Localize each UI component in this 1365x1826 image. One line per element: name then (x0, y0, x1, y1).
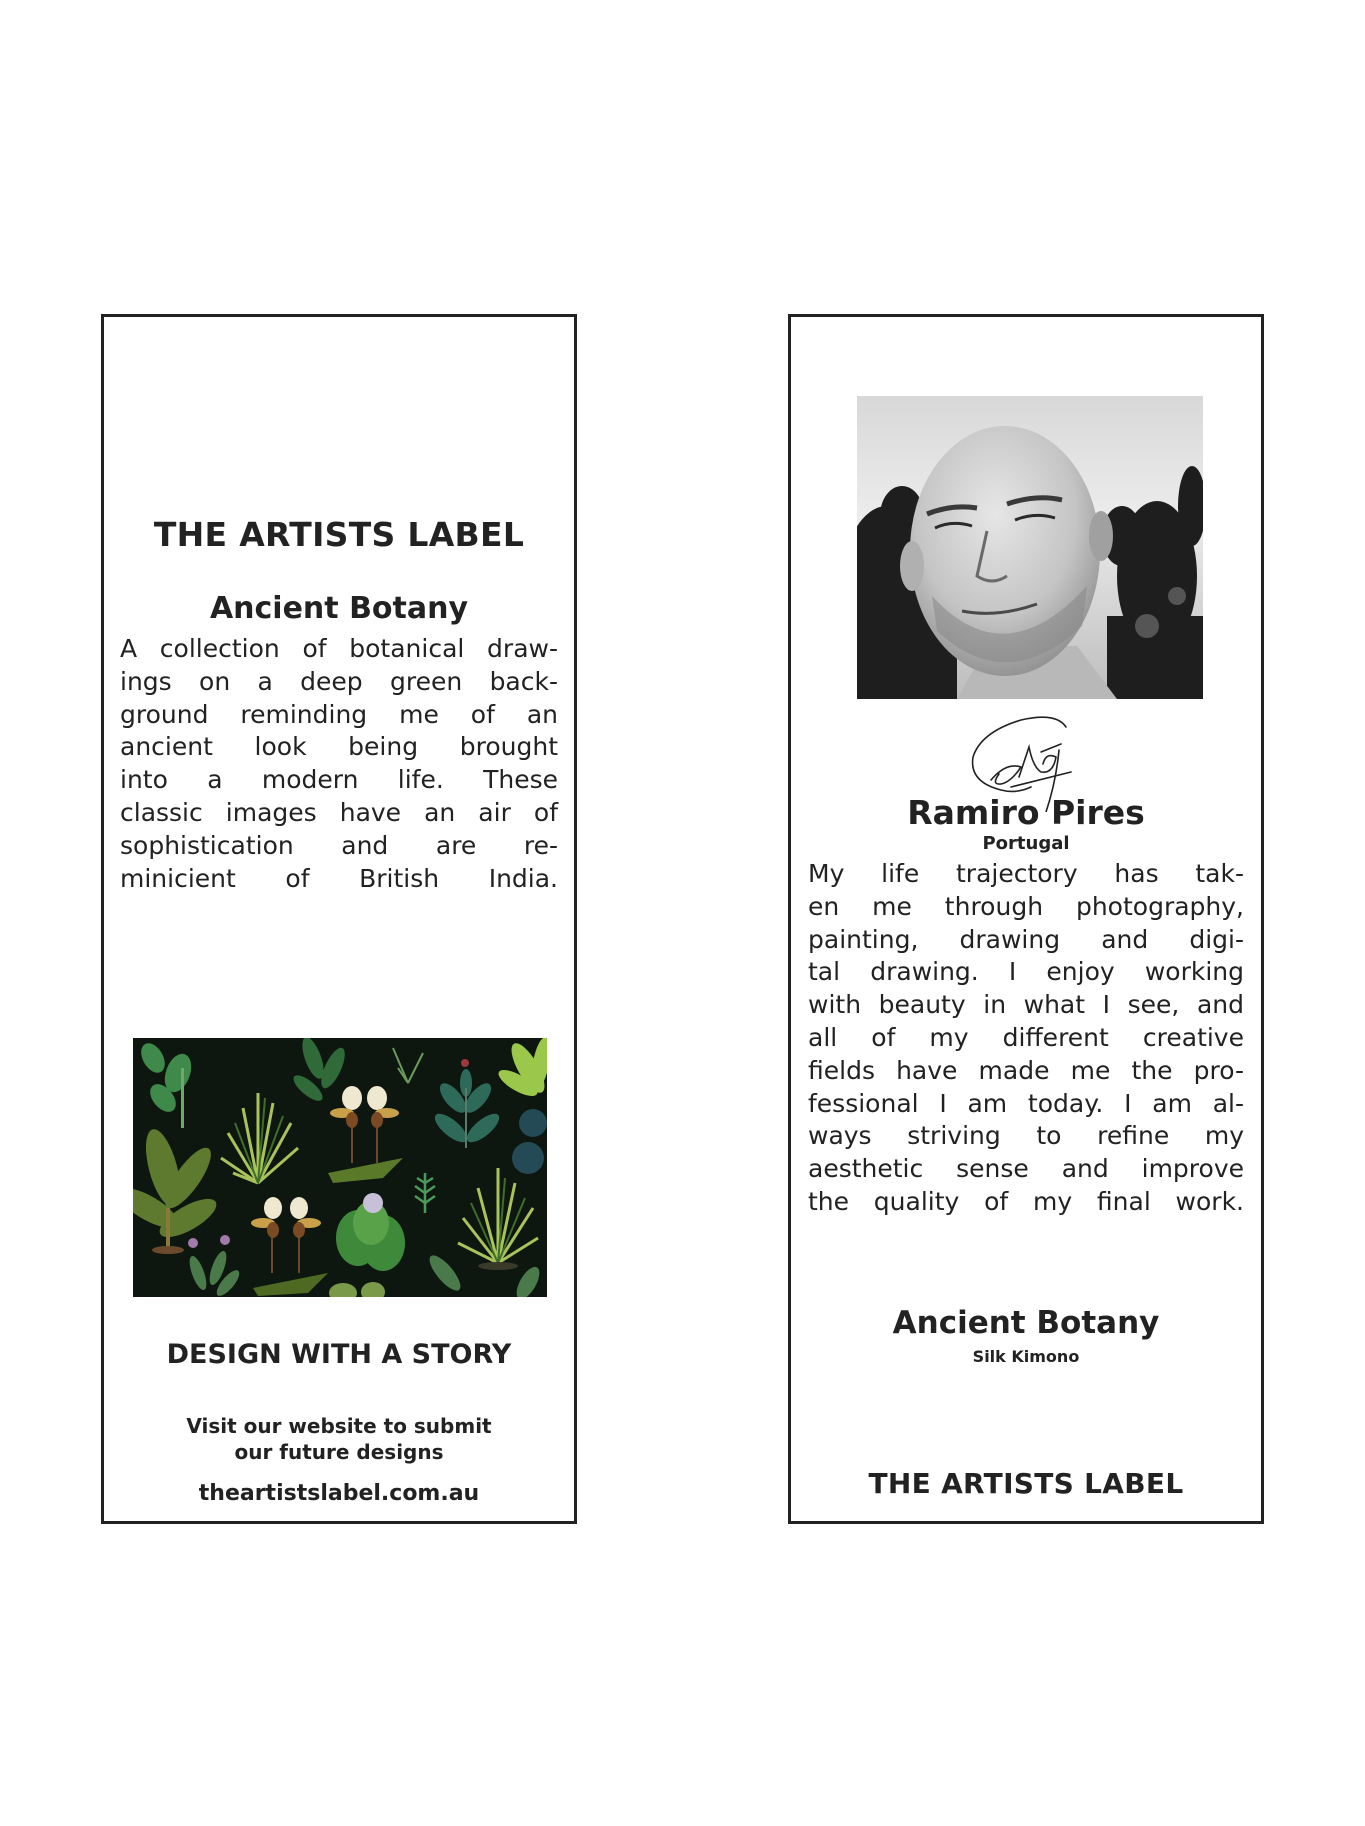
bio-line: aesthetic sense and improve (808, 1154, 1244, 1184)
description-line: ground reminding me of an (120, 699, 558, 729)
description-line: into a modern life. These (120, 765, 558, 795)
description-line: A collection of botanical draw- (120, 634, 558, 663)
artist-country: Portugal (982, 833, 1070, 854)
bio-line: the quality of my final work. (808, 1186, 1244, 1216)
bio-line: tal drawing. I enjoy working (808, 957, 1244, 987)
description-line: ancient look being brought (120, 732, 558, 762)
collection-description (120, 633, 558, 895)
botanical-pattern-image (133, 1038, 547, 1297)
product-title: Ancient Botany (892, 1305, 1160, 1341)
description-line: minicient of British India. (120, 863, 558, 893)
bio-line: painting, drawing and digi- (808, 924, 1244, 954)
bio-line: all of my different creative (808, 1022, 1244, 1052)
artist-portrait-photo (857, 396, 1203, 699)
left-card (101, 314, 577, 1524)
bio-line: fessional I am today. I am al- (808, 1088, 1244, 1118)
bio-line: ways striving to refine my (808, 1121, 1244, 1151)
bio-line: with beauty in what I see, and (808, 990, 1244, 1020)
description-line: sophistication and are re- (120, 830, 558, 860)
collection-title: Ancient Botany (209, 591, 469, 626)
bio-line: en me through photography, (808, 891, 1244, 921)
right-card (788, 314, 1264, 1524)
artist-bio (808, 858, 1244, 1219)
product-type: Silk Kimono (972, 1347, 1080, 1366)
brand-heading: THE ARTISTS LABEL (153, 515, 525, 554)
artist-name: Ramiro Pires (907, 793, 1145, 832)
brand-footer: THE ARTISTS LABEL (868, 1467, 1184, 1500)
description-line: classic images have an air of (120, 797, 558, 827)
website-link[interactable]: theartistslabel.com.au (198, 1481, 480, 1506)
bio-line: My life trajectory has tak- (808, 859, 1244, 888)
description-line: ings on a deep green back- (120, 666, 558, 696)
tagline: DESIGN WITH A STORY (166, 1339, 512, 1370)
visit-line: our future designs (234, 1440, 444, 1464)
visit-website-text (104, 1413, 574, 1465)
bio-line: fields have made me the pro- (808, 1055, 1244, 1085)
visit-line: Visit our website to submit (186, 1414, 492, 1438)
